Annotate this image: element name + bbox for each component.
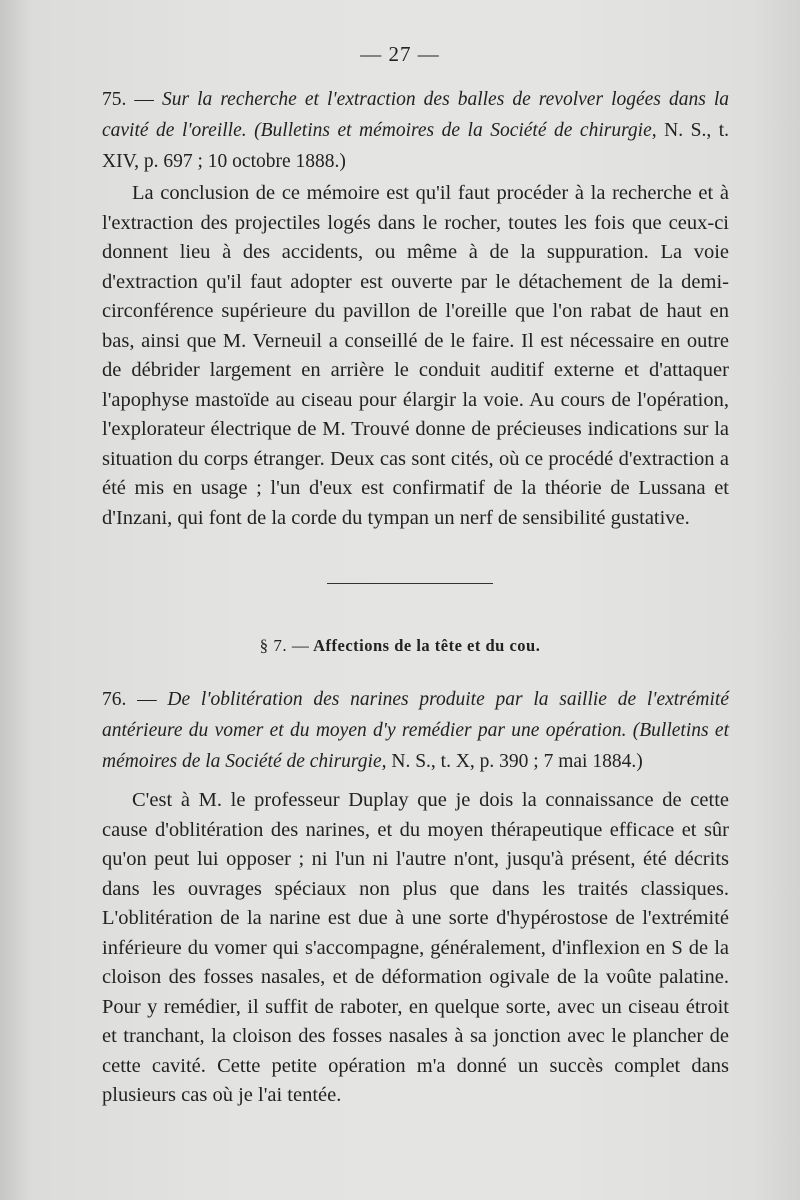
entry-76-number: 76. — bbox=[102, 689, 157, 710]
section-heading bbox=[0, 636, 800, 656]
entry-76-heading bbox=[102, 684, 729, 777]
section-number: § 7. — bbox=[259, 636, 310, 655]
section-title: Affections de la tête et du cou. bbox=[313, 636, 541, 655]
entry-75-title: Sur la recherche et l'extraction des balles de revolver logées dans la cavité de l'oreille. bbox=[102, 89, 729, 141]
entry-76-body: C'est à M. le professeur Duplay que je dois la connaissance de cette cause d'oblitération des narines, et du moyen thérapeutique efficace et sûr qu'on peut lui opposer ; ni l'un ni l'autre n'ont, jusqu'à présent, été décrits dans les ouvrages spéciaux non plus que dans les traités classiques. L'oblitération de la narine est due à une sorte d'hypérostose de l'extrémité inférieure du vomer qui s'accompagne, généralement, d'inflexion en S de la cloison des fosses nasales, et de déformation ogivale de la voûte palatine. Pour y remédier, il suffit de raboter, en quelque sorte, avec un ciseau étroit et tranchant, la cloison des fosses nasales à sa jonction avec le plancher de cette cavité. Cette petite opération m'a donné un succès complet dans plusieurs cas où je l'ai tentée. bbox=[102, 789, 729, 1106]
entry-75-body: La conclusion de ce mémoire est qu'il faut procéder à la recherche et à l'extraction des projectiles logés dans le rocher, toutes les fois que ceux-ci donnent lieu à des accidents, ou même à de la suppuration. La voie d'extraction qu'il faut adopter est ouverte par le détachement de la demi-circonférence supérieure du pavillon de l'oreille que l'on rabat de haut en bas, ainsi que M. Verneuil a conseillé de le faire. Il est nécessaire en outre de débrider largement en arrière le conduit auditif externe et d'attaquer l'apophyse mastoïde au ciseau pour élargir la voie. Au cours de l'opération, l'explorateur électrique de M. Trouvé donne de précieuses indications sur la situation du corps étranger. Deux cas sont cités, où ce procédé d'extraction a été mis en usage ; l'un d'eux est confirmatif de la théorie de Lussana et d'Inzani, qui font de la corde du tympan un nerf de sensibilité gustative. bbox=[102, 182, 729, 529]
entry-75-citation-source: (Bulletins et mémoires de la Société de chirurgie, bbox=[254, 120, 657, 141]
entry-76-citation-details: N. S., t. X, p. 390 ; 7 mai 1884.) bbox=[391, 751, 643, 772]
entry-76-title: De l'oblitération des narines produite par la saillie de l'extrémité antérieure du vomer et du moyen d'y remédier par une opération. bbox=[102, 689, 729, 741]
entry-75-number: 75. — bbox=[102, 89, 154, 110]
entry-75-citation-details: N. S., t. XIV, p. 697 ; 10 octobre 1888.) bbox=[102, 120, 730, 172]
page-number: — 27 — bbox=[360, 42, 440, 66]
entry-75-heading bbox=[102, 84, 729, 177]
section-divider bbox=[327, 583, 493, 584]
entry-76-citation-source: (Bulletins et mémoires de la Société de chirurgie, bbox=[102, 720, 729, 772]
